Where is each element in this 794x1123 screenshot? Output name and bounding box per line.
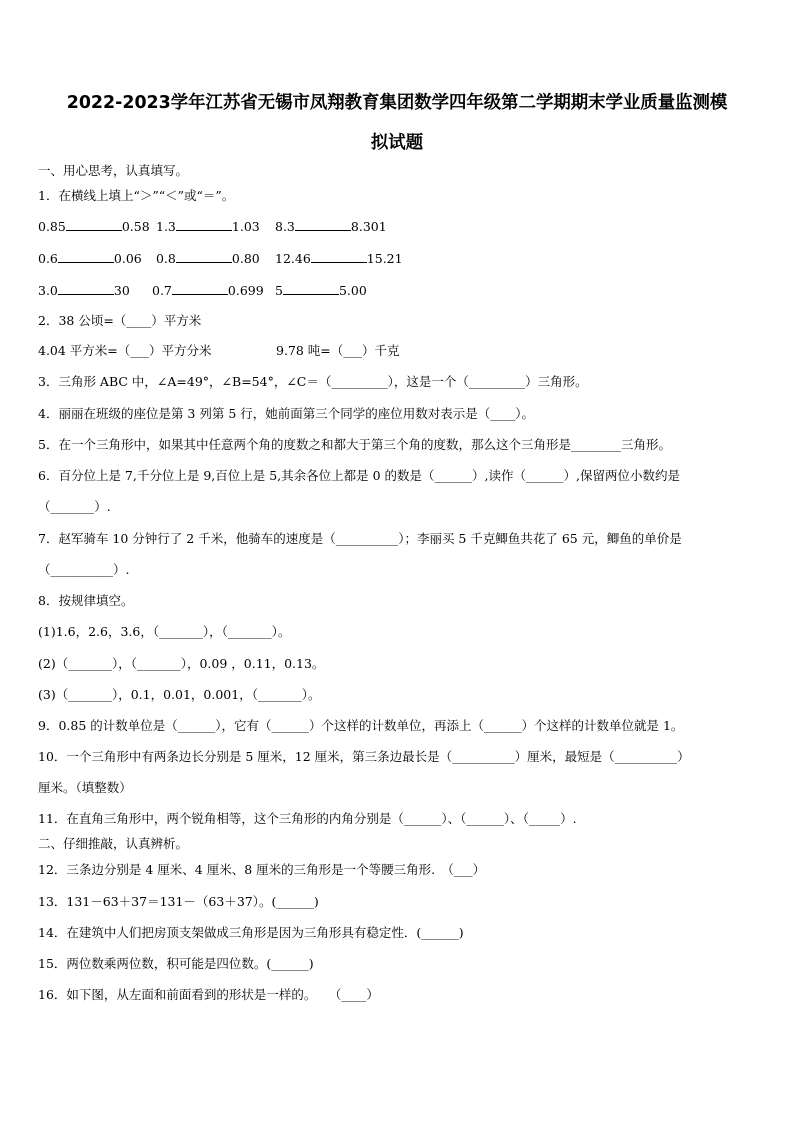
answer-blank[interactable] xyxy=(283,282,339,295)
comparison-item xyxy=(275,282,367,299)
page-title-line-1: 2022-2023学年江苏省无锡市凤翔教育集团数学四年级第二学期期末学业质量监测模 xyxy=(66,93,728,113)
answer-blank[interactable] xyxy=(66,218,122,231)
question-1-prompt: 1．在横线上填上“＞”“＜”或“＝”。 xyxy=(38,188,235,203)
question-16: 16．如下图，从左面和前面看到的形状是一样的。 （____） xyxy=(38,987,379,1002)
question-14: 14．在建筑中人们把房顶支架做成三角形是因为三角形具有稳定性．(______) xyxy=(38,925,464,940)
comparison-item xyxy=(38,250,142,267)
question-2-part-a: 2．38 公顷=（____）平方米 xyxy=(38,313,202,328)
question-6-line-2: （_______）. xyxy=(38,499,111,514)
question-12: 12．三条边分别是 4 厘米、4 厘米、8 厘米的三角形是一个等腰三角形. （___） xyxy=(38,862,486,877)
question-7-line-2: （__________）. xyxy=(38,562,130,577)
comparison-item xyxy=(152,282,264,299)
right-number: 0.58 xyxy=(121,219,150,234)
answer-blank[interactable] xyxy=(295,218,351,231)
question-9: 9．0.85 的计数单位是（______），它有（______）个这样的计数单位，再添上（______）个这样的计数单位就是 1。 xyxy=(38,718,684,733)
left-number: 8.3 xyxy=(275,219,295,234)
comparison-item xyxy=(38,282,130,299)
left-number: 0.7 xyxy=(152,283,172,298)
question-1-row-2 xyxy=(38,250,438,266)
left-number: 1.3 xyxy=(156,219,176,234)
answer-blank[interactable] xyxy=(58,282,114,295)
comparison-item xyxy=(156,250,260,267)
answer-blank[interactable] xyxy=(311,250,367,263)
left-number: 0.85 xyxy=(38,219,66,234)
page-title-line-2: 拟试题 xyxy=(370,133,424,153)
question-13: 13．131－63＋37＝131－（63＋37）。(______) xyxy=(38,894,319,909)
question-10-line-1: 10．一个三角形中有两条边长分别是 5 厘米，12 厘米，第三条边最长是（__________）厘米，最短是（__________） xyxy=(38,749,690,764)
comparison-item xyxy=(275,218,387,235)
right-number: 0.80 xyxy=(231,251,260,266)
section-heading-2: 二、仔细推敲，认真辨析。 xyxy=(38,836,189,851)
comparison-item xyxy=(156,218,260,235)
question-11: 11．在直角三角形中，两个锐角相等，这个三角形的内角分别是（______）、（______）、（_____）. xyxy=(38,811,577,826)
left-number: 12.46 xyxy=(275,251,311,266)
left-number: 0.6 xyxy=(38,251,58,266)
question-2-part-b: 4.04 平方米=（___）平方分米 xyxy=(38,343,212,358)
question-4: 4．丽丽在班级的座位是第 3 列第 5 行，她前面第三个同学的座位用数对表示是（____）。 xyxy=(38,406,535,421)
answer-blank[interactable] xyxy=(176,218,232,231)
right-number: 1.03 xyxy=(231,219,260,234)
answer-blank[interactable] xyxy=(58,250,114,263)
question-8-prompt: 8．按规律填空。 xyxy=(38,593,134,608)
question-2-part-c: 9.78 吨=（___）千克 xyxy=(276,343,400,358)
question-1-row-1 xyxy=(38,218,438,234)
comparison-item xyxy=(275,250,403,267)
question-5: 5．在一个三角形中，如果其中任意两个角的度数之和都大于第三个角的度数，那么这个三角形是________三角形。 xyxy=(38,437,671,452)
right-number: 15.21 xyxy=(366,251,403,266)
left-number: 5 xyxy=(275,283,283,298)
question-6-line-1: 6．百分位上是 7,千分位上是 9,百位上是 5,其余各位上都是 0 的数是（______）,读作（______）,保留两位小数约是 xyxy=(38,468,681,483)
question-15: 15．两位数乘两位数，积可能是四位数。(______) xyxy=(38,956,314,971)
question-8-part-3: (3)（_______），0.1，0.01，0.001，（_______）。 xyxy=(38,687,321,702)
left-number: 3.0 xyxy=(38,283,58,298)
question-3: 3．三角形 ABC 中，∠A=49°，∠B=54°，∠C＝（_________），这是一个（_________）三角形。 xyxy=(38,374,588,389)
question-1-row-3 xyxy=(38,282,438,298)
right-number: 0.699 xyxy=(227,283,264,298)
question-8-part-2: (2)（_______），（_______），0.09 ，0.11，0.13。 xyxy=(38,656,325,671)
right-number: 5.00 xyxy=(338,283,367,298)
left-number: 0.8 xyxy=(156,251,176,266)
right-number: 8.301 xyxy=(350,219,387,234)
right-number: 30 xyxy=(113,283,130,298)
comparison-item xyxy=(38,218,150,235)
question-8-part-1: (1)1.6，2.6，3.6，（_______），（_______）。 xyxy=(38,624,291,639)
answer-blank[interactable] xyxy=(176,250,232,263)
section-heading-1: 一、用心思考，认真填写。 xyxy=(38,163,189,178)
answer-blank[interactable] xyxy=(172,282,228,295)
right-number: 0.06 xyxy=(113,251,142,266)
question-10-line-2: 厘米。（填整数） xyxy=(38,780,132,795)
question-7-line-1: 7．赵军骑车 10 分钟行了 2 千米，他骑车的速度是（__________）；李丽买 5 千克鲫鱼共花了 65 元，鲫鱼的单价是 xyxy=(38,531,682,546)
